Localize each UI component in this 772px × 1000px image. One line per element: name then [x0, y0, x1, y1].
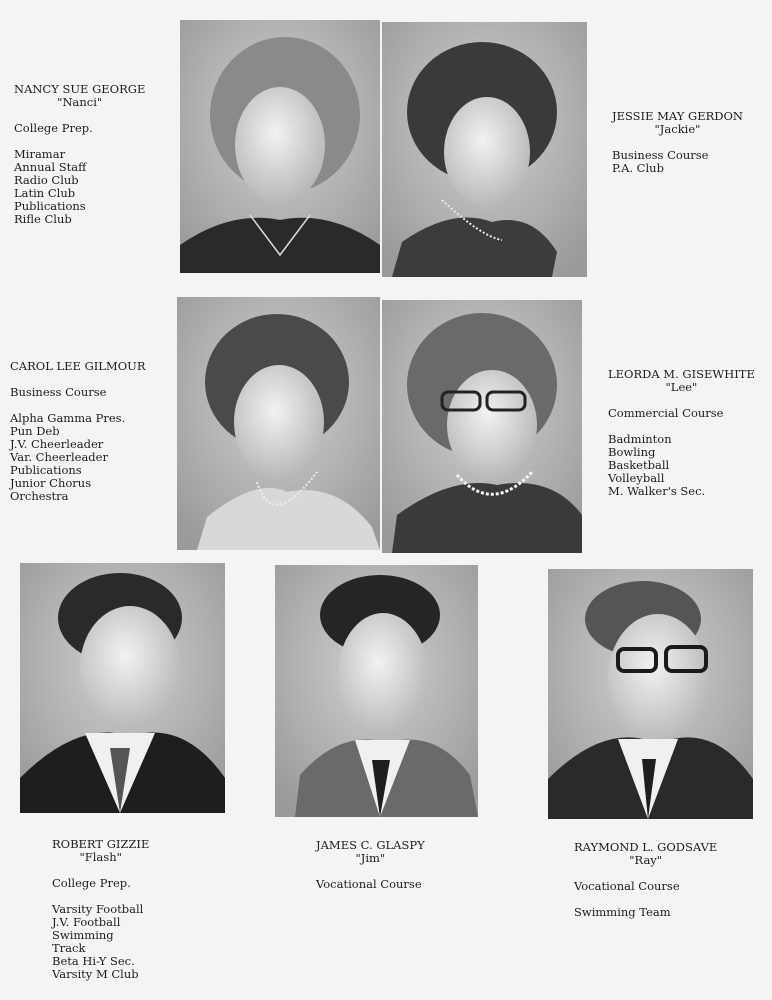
- student-nickname: "Jackie": [654, 122, 701, 136]
- activity-item: Radio Club: [14, 173, 79, 187]
- activity-item: Annual Staff: [14, 160, 87, 174]
- portrait-photo-carol-gilmour: [177, 297, 380, 550]
- activity-item: P.A. Club: [612, 161, 664, 175]
- activity-item: Publications: [14, 199, 86, 213]
- activity-item: Beta Hi-Y Sec.: [52, 954, 135, 968]
- portrait-photo-james-glaspy: [275, 565, 478, 817]
- activity-item: Rifle Club: [14, 212, 72, 226]
- activity-item: Pun Deb: [10, 424, 60, 438]
- student-name: RAYMOND L. GODSAVE: [574, 840, 718, 854]
- activity-item: Varsity M Club: [52, 967, 139, 981]
- student-name: JESSIE MAY GERDON: [612, 109, 743, 123]
- activity-item: M. Walker's Sec.: [608, 484, 706, 498]
- portrait-photo-raymond-godsave: [548, 569, 753, 819]
- activity-item: Alpha Gamma Pres.: [10, 411, 126, 425]
- student-bio-leorda-gisewhite: [608, 368, 755, 498]
- student-course: College Prep.: [14, 121, 93, 135]
- activity-item: Latin Club: [14, 186, 76, 200]
- activity-item: Publications: [10, 463, 82, 477]
- student-bio-james-glaspy: [316, 839, 425, 891]
- activity-item: J.V. Football: [52, 915, 121, 929]
- portrait-photo-jessie-gerdon: [382, 22, 587, 277]
- activity-list: [52, 903, 149, 981]
- student-nickname: "Lee": [665, 380, 698, 394]
- activity-item: Volleyball: [608, 471, 665, 485]
- activity-list: [14, 148, 145, 226]
- activity-item: Swimming: [52, 928, 114, 942]
- student-course: Vocational Course: [316, 877, 422, 891]
- activity-item: J.V. Cheerleader: [10, 437, 104, 451]
- student-bio-nancy-george: [14, 83, 145, 226]
- student-nickname: "Ray": [629, 853, 663, 867]
- activity-list: [612, 162, 743, 175]
- student-course: College Prep.: [52, 876, 131, 890]
- activity-item: Badminton: [608, 432, 672, 446]
- student-name: CAROL LEE GILMOUR: [10, 359, 146, 373]
- activity-item: Basketball: [608, 458, 670, 472]
- activity-item: Junior Chorus: [10, 476, 92, 490]
- activity-item: Swimming Team: [574, 905, 671, 919]
- activity-item: Miramar: [14, 147, 66, 161]
- student-nickname: "Nanci": [57, 95, 103, 109]
- student-bio-jessie-gerdon: [612, 110, 743, 175]
- student-course: Business Course: [612, 148, 709, 162]
- student-nickname: "Jim": [355, 851, 386, 865]
- student-course: Business Course: [10, 385, 107, 399]
- student-bio-raymond-godsave: [574, 841, 717, 919]
- portrait-photo-leorda-gisewhite: [382, 300, 582, 553]
- activity-item: Var. Cheerleader: [10, 450, 108, 464]
- student-name: ROBERT GIZZIE: [52, 837, 150, 851]
- student-course: Commercial Course: [608, 406, 724, 420]
- portrait-photo-robert-gizzie: [20, 563, 225, 813]
- activity-item: Orchestra: [10, 489, 69, 503]
- portrait-photo-nancy-george: [180, 20, 380, 273]
- student-course: Vocational Course: [574, 879, 680, 893]
- activity-item: Bowling: [608, 445, 656, 459]
- activity-list: [10, 412, 145, 503]
- student-bio-carol-gilmour: [10, 360, 145, 503]
- student-name: JAMES C. GLASPY: [316, 838, 425, 852]
- activity-item: Varsity Football: [52, 902, 144, 916]
- activity-item: Track: [52, 941, 86, 955]
- student-name: NANCY SUE GEORGE: [14, 82, 146, 96]
- student-name: LEORDA M. GISEWHITE: [608, 367, 755, 381]
- student-nickname: "Flash": [79, 850, 122, 864]
- activity-list: [608, 433, 755, 498]
- student-bio-robert-gizzie: [52, 838, 149, 981]
- activity-list: [574, 906, 717, 919]
